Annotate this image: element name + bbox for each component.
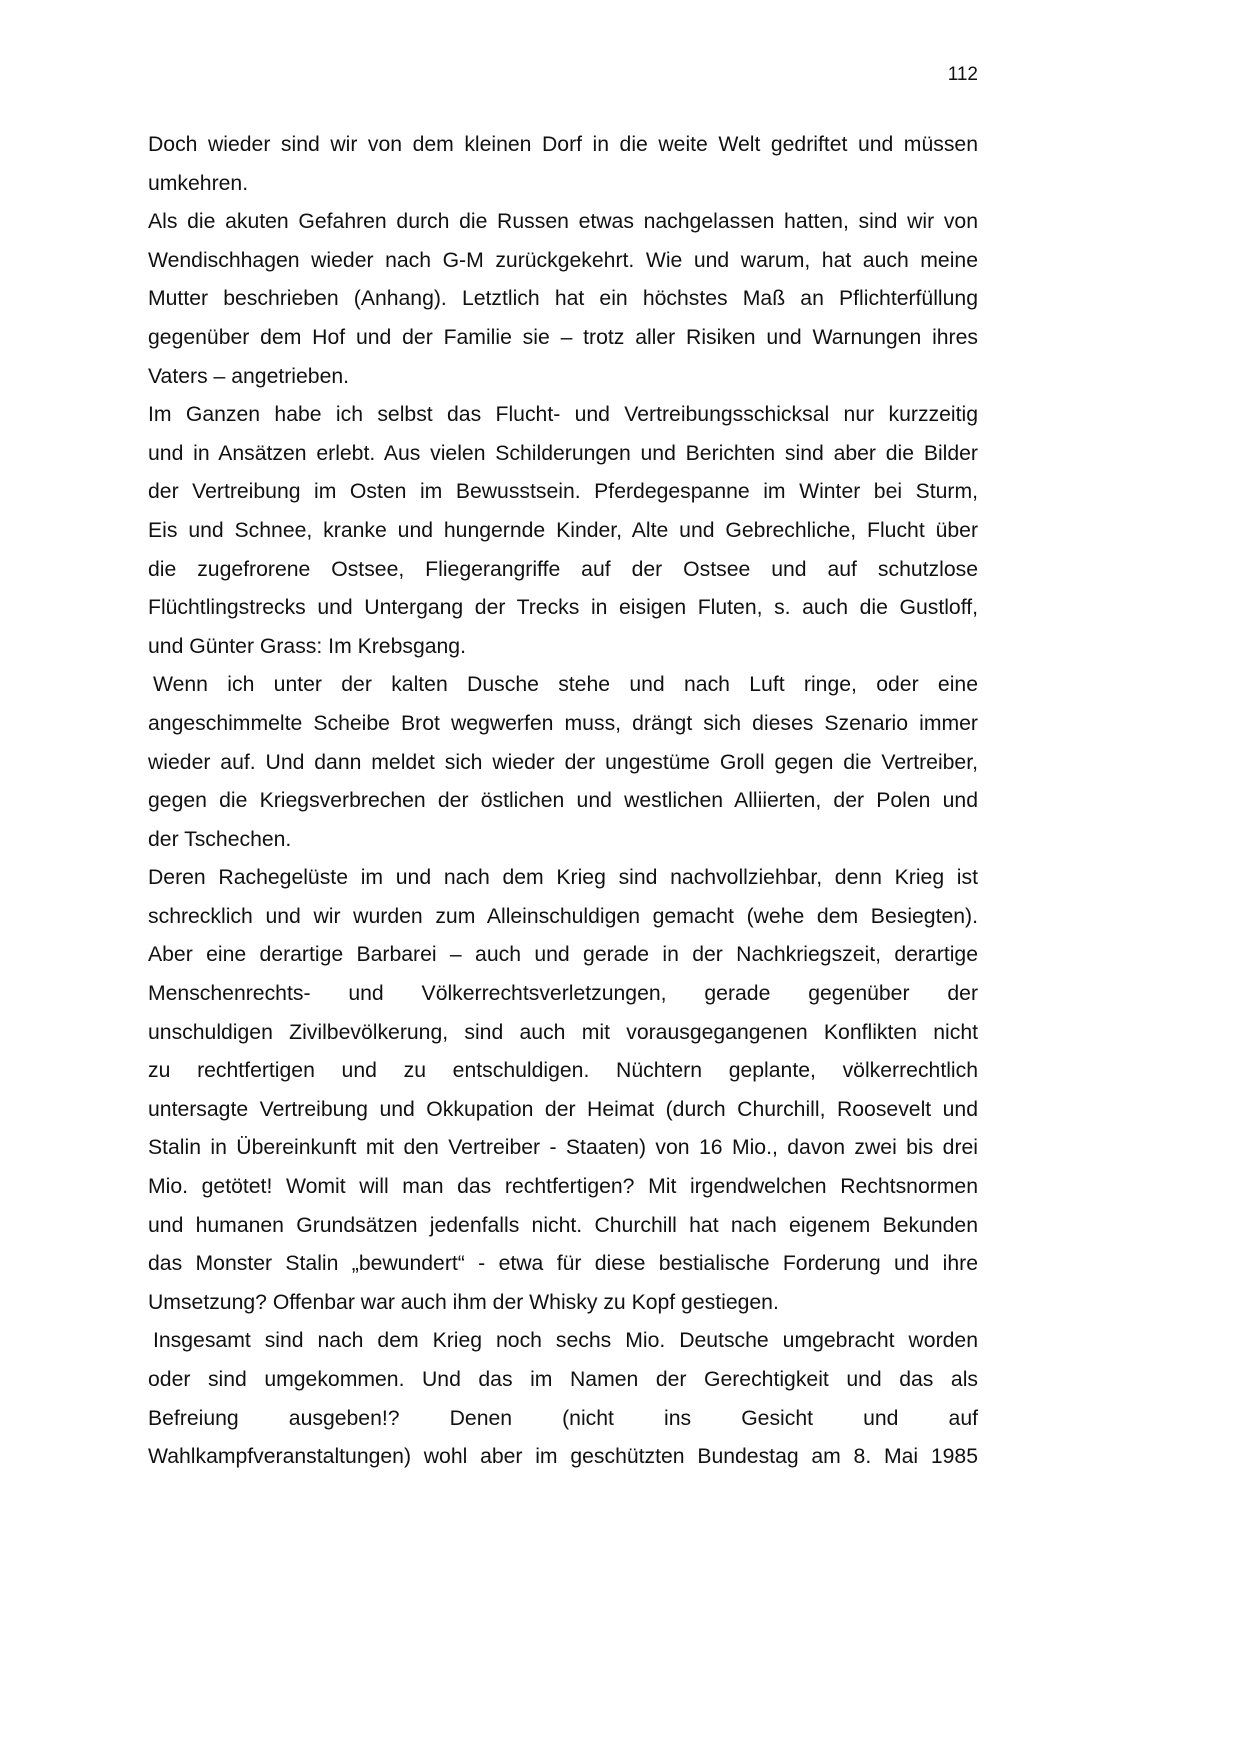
paragraph [148, 400, 978, 670]
text-line: und in Ansätzen erlebt. Aus vielen Schilderungen und Berichten sind aber die Bilder [148, 441, 978, 465]
text-line: Vaters – angetrieben. [148, 364, 350, 388]
text-line: Befreiung ausgeben!? Denen (nicht ins Gesicht und auf [148, 1406, 978, 1430]
text-line: untersagte Vertreibung und Okkupation der Heimat (durch Churchill, Roosevelt und [148, 1097, 978, 1121]
text-line: angeschimmelte Scheibe Brot wegwerfen muss, drängt sich dieses Szenario immer [148, 711, 978, 735]
text-line: wieder auf. Und dann meldet sich wieder der ungestüme Groll gegen die Vertreiber, [148, 750, 978, 774]
text-line: schrecklich und wir wurden zum Alleinschuldigen gemacht (wehe dem Besiegten). [148, 904, 978, 928]
text-line: gegenüber dem Hof und der Familie sie – trotz aller Risiken und Warnungen ihres [148, 325, 978, 349]
text-line: und humanen Grundsätzen jedenfalls nicht. Churchill hat nach eigenem Bekunden [148, 1213, 978, 1237]
body-text [148, 130, 978, 1481]
text-line: unschuldigen Zivilbevölkerung, sind auch mit vorausgegangenen Konflikten nicht [148, 1020, 978, 1044]
paragraph [148, 130, 978, 207]
text-line: umkehren. [148, 171, 249, 195]
text-line: Doch wieder sind wir von dem kleinen Dorf in die weite Welt gedriftet und müssen [148, 133, 978, 156]
text-line: Insgesamt sind nach dem Krieg noch sechs Mio. Deutsche umgebracht worden [153, 1329, 978, 1353]
paragraph [148, 1326, 978, 1480]
text-line: Als die akuten Gefahren durch die Russen etwas nachgelassen hatten, sind wir von [148, 210, 978, 234]
paragraph [148, 670, 978, 863]
text-line: Aber eine derartige Barbarei – auch und gerade in der Nachkriegszeit, derartige [148, 943, 978, 967]
text-line: Deren Rachegelüste im und nach dem Krieg sind nachvollziehbar, denn Krieg ist [148, 866, 978, 890]
text-line: gegen die Kriegsverbrechen der östlichen und westlichen Alliierten, der Polen und [148, 789, 978, 813]
text-line: Flüchtlingstrecks und Untergang der Trecks in eisigen Fluten, s. auch die Gustloff, [148, 596, 978, 620]
text-line: Stalin in Übereinkunft mit den Vertreiber - Staaten) von 16 Mio., davon zwei bis drei [148, 1136, 978, 1160]
text-line: Wendischhagen wieder nach G-M zurückgekehrt. Wie und warum, hat auch meine [148, 248, 978, 272]
text-line: zu rechtfertigen und zu entschuldigen. Nüchtern geplante, völkerrechtlich [148, 1059, 978, 1083]
page-number: 112 [947, 64, 978, 85]
text-line: Wahlkampfveranstaltungen) wohl aber im geschützten Bundestag am 8. Mai 1985 [148, 1445, 978, 1469]
text-line: die zugefrorene Ostsee, Fliegerangriffe auf der Ostsee und auf schutzlose [148, 557, 978, 581]
text-line: und Günter Grass: Im Krebsgang. [148, 634, 466, 658]
text-line: Wenn ich unter der kalten Dusche stehe und nach Luft ringe, oder eine [153, 673, 978, 697]
text-line: Menschenrechts- und Völkerrechtsverletzungen, gerade gegenüber der [148, 982, 978, 1006]
text-line: Mutter beschrieben (Anhang). Letztlich hat ein höchstes Maß an Pflichterfüllung [148, 287, 978, 311]
text-line: der Vertreibung im Osten im Bewusstsein. Pferdegespanne im Winter bei Sturm, [148, 480, 978, 504]
text-line: der Tschechen. [148, 827, 292, 851]
text-line: Mio. getötet! Womit will man das rechtfertigen? Mit irgendwelchen Rechtsnormen [148, 1175, 978, 1199]
paragraph [148, 863, 978, 1326]
text-line: Im Ganzen habe ich selbst das Flucht- und Vertreibungsschicksal nur kurzzeitig [148, 403, 978, 427]
text-line: oder sind umgekommen. Und das im Namen der Gerechtigkeit und das als [148, 1368, 978, 1391]
text-line: Umsetzung? Offenbar war auch ihm der Whisky zu Kopf gestiegen. [148, 1290, 779, 1314]
paragraph [148, 207, 978, 400]
text-line: Eis und Schnee, kranke und hungernde Kinder, Alte und Gebrechliche, Flucht über [148, 518, 978, 542]
text-line: das Monster Stalin „bewundert“ - etwa für diese bestialische Forderung und ihre [148, 1252, 978, 1276]
